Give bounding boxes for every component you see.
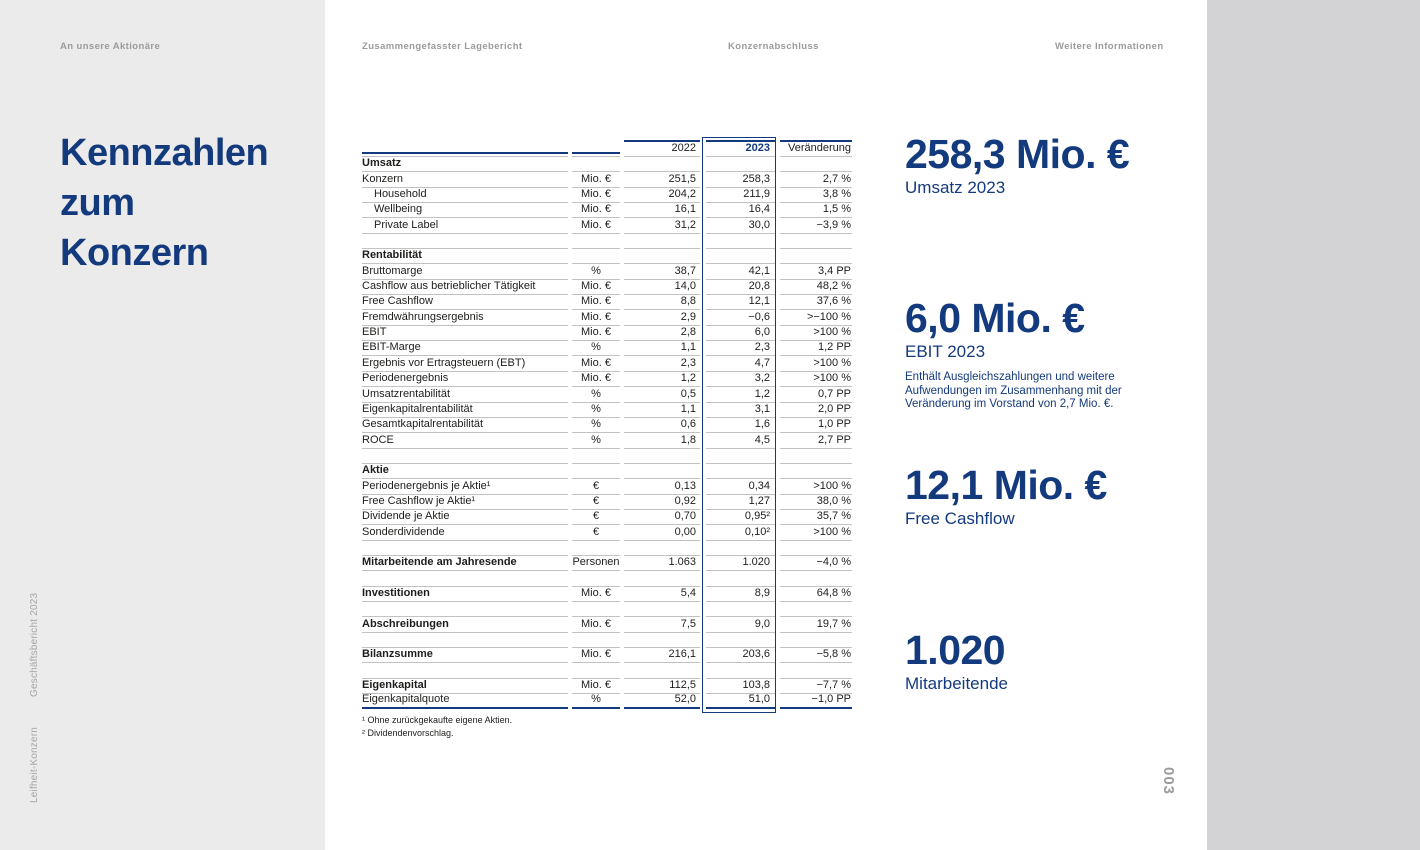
cell-y22: 38,7: [624, 265, 700, 280]
table-footnotes: [362, 714, 512, 739]
cell-chg: >100 %: [780, 526, 852, 541]
cell-chg: 35,7 %: [780, 510, 852, 525]
cell-lbl: Cashflow aus betrieblicher Tätigkeit: [362, 280, 568, 295]
cell-chg: >100 %: [780, 372, 852, 387]
cell-unit: Mio. €: [572, 587, 620, 602]
table-header-row: [362, 140, 852, 157]
page-number: 003: [1160, 767, 1177, 796]
cell-unit: Mio. €: [572, 648, 620, 663]
page-title-line: Kennzahlen: [60, 132, 269, 174]
cell-lbl: Free Cashflow: [362, 295, 568, 310]
cell-chg: 0,7 PP: [780, 388, 852, 403]
cell-unit: Mio. €: [572, 173, 620, 188]
cell-y23: −0,6: [706, 311, 775, 326]
nav-item-konzernabschluss[interactable]: Konzernabschluss: [728, 41, 819, 52]
highlight-ebit: [905, 297, 1157, 412]
cell-unit: Mio. €: [572, 203, 620, 218]
kpi-table: [362, 140, 852, 709]
cell-y22: 0,00: [624, 526, 700, 541]
table-row: [362, 403, 852, 418]
highlight-value: 6,0 Mio. €: [905, 295, 1085, 341]
cell-chg: 1,0 PP: [780, 418, 852, 433]
highlight-note: Enthält Ausgleichszahlungen und weitere Aufwendungen im Zusammenhang mit der Veränderung im Vorstand von 2,7 Mio. €.: [905, 371, 1122, 410]
cell-y23: 9,0: [706, 618, 775, 633]
table-row: [362, 464, 852, 479]
cell-y23: 6,0: [706, 326, 775, 341]
cell-unit: %: [572, 693, 620, 709]
table-row: [362, 663, 852, 678]
table-row: [362, 387, 852, 402]
table-row: [362, 587, 852, 602]
cell-lbl: Dividende je Aktie: [362, 510, 568, 525]
cell-unit: %: [572, 403, 620, 418]
table-row: [362, 356, 852, 371]
cell-unit: %: [572, 434, 620, 449]
cell-chg: 19,7 %: [780, 618, 852, 633]
cell-y23: 3,2: [706, 372, 775, 387]
footnote-1: ¹ Ohne zurückgekaufte eigene Aktien.: [362, 715, 513, 725]
cell-y22: 2,8: [624, 326, 700, 341]
cell-chg: 3,8 %: [780, 188, 852, 203]
table-row: [362, 449, 852, 464]
cell-unit: Personen: [572, 556, 620, 571]
cell-y23: 42,1: [706, 265, 775, 280]
header-empty: [362, 152, 568, 157]
table-row: [362, 541, 852, 556]
cell-y23: 258,3: [706, 173, 775, 188]
cell-y23: 16,4: [706, 203, 775, 218]
table-rows: [362, 157, 852, 709]
cell-unit: Mio. €: [572, 219, 620, 234]
cell-lbl: Bilanzsumme: [362, 648, 568, 663]
cell-y22: 1.063: [624, 556, 700, 571]
cell-y23: 20,8: [706, 280, 775, 295]
cell-unit: [572, 246, 620, 249]
cell-chg: 3,4 PP: [780, 265, 852, 280]
cell-lbl: Eigenkapitalrentabilität: [362, 403, 568, 418]
cell-chg: −5,8 %: [780, 648, 852, 663]
cell-y23: 1,6: [706, 418, 775, 433]
table-row: [362, 310, 852, 325]
cell-lbl: ROCE: [362, 434, 568, 449]
cell-y23: 30,0: [706, 219, 775, 234]
cell-chg: [780, 246, 852, 249]
cell-chg: [780, 461, 852, 464]
cell-y22: 112,5: [624, 679, 700, 694]
cell-y23: 103,8: [706, 679, 775, 694]
cell-y22: 0,92: [624, 495, 700, 510]
cell-y23: 0,10²: [706, 526, 775, 541]
cell-y23: 211,9: [706, 188, 775, 203]
table-row: [362, 249, 852, 264]
header-veraenderung: Veränderung: [780, 140, 852, 157]
table-row: [362, 341, 852, 356]
cell-unit: €: [572, 526, 620, 541]
cell-lbl: Eigenkapitalquote: [362, 693, 568, 709]
cell-y22: 5,4: [624, 587, 700, 602]
footnote-2: ² Dividendenvorschlag.: [362, 727, 454, 738]
cell-y22: 1,1: [624, 403, 700, 418]
cell-y23: 0,95²: [706, 510, 775, 525]
highlight-umsatz: [905, 133, 1129, 198]
header-2022: 2022: [624, 140, 700, 157]
cell-chg: >100 %: [780, 326, 852, 341]
table-row: [362, 264, 852, 279]
cell-chg: >100 %: [780, 480, 852, 495]
cell-chg: −4,0 %: [780, 556, 852, 571]
cell-unit: Mio. €: [572, 357, 620, 372]
cell-lbl: EBIT: [362, 326, 568, 341]
cell-chg: 2,7 %: [780, 173, 852, 188]
cell-y22: 31,2: [624, 219, 700, 234]
cell-y23: 1,27: [706, 495, 775, 510]
cell-unit: Mio. €: [572, 280, 620, 295]
cell-y22: 2,9: [624, 311, 700, 326]
cell-unit: Mio. €: [572, 188, 620, 203]
cell-chg: >100 %: [780, 357, 852, 372]
cell-unit: Mio. €: [572, 295, 620, 310]
table-row: [362, 218, 852, 233]
table-row: [362, 234, 852, 249]
vertical-label-geschaeftsbericht: Geschäftsbericht 2023: [29, 592, 40, 697]
cell-lbl: Periodenergebnis je Aktie¹: [362, 480, 568, 495]
cell-chg: 2,7 PP: [780, 434, 852, 449]
highlight-label: Free Cashflow: [905, 509, 1015, 528]
cell-chg: 37,6 %: [780, 295, 852, 310]
table-row: [362, 157, 852, 172]
table-row: [362, 479, 852, 494]
cell-chg: 64,8 %: [780, 587, 852, 602]
cell-y23: 4,7: [706, 357, 775, 372]
cell-lbl: Abschreibungen: [362, 618, 568, 633]
cell-unit: Mio. €: [572, 618, 620, 633]
table-row: [362, 372, 852, 387]
cell-lbl: Private Label: [362, 219, 568, 234]
cell-lbl: Konzern: [362, 173, 568, 188]
cell-lbl: Umsatz: [362, 157, 568, 172]
page-title-line: zum: [60, 182, 135, 224]
highlight-label: EBIT 2023: [905, 342, 986, 361]
cell-lbl: Household: [362, 188, 568, 203]
cell-y22: [624, 246, 700, 249]
header-2023: 2023: [706, 140, 775, 157]
cell-unit: €: [572, 510, 620, 525]
vertical-label-leifheit-konzern: Leifheit-Konzern: [29, 726, 40, 803]
table-row: [362, 525, 852, 540]
table-row: [362, 617, 852, 632]
table-row: [362, 495, 852, 510]
nav-item-weitere-informationen[interactable]: Weitere Informationen: [1055, 41, 1164, 52]
cell-y22: 0,70: [624, 510, 700, 525]
cell-y23: [706, 461, 775, 464]
cell-y23: 12,1: [706, 295, 775, 310]
cell-lbl: Rentabilität: [362, 249, 568, 264]
cell-chg: >−100 %: [780, 311, 852, 326]
cell-y22: 1,1: [624, 341, 700, 356]
cell-lbl: Investitionen: [362, 587, 568, 602]
cell-y22: 0,6: [624, 418, 700, 433]
cell-y22: 8,8: [624, 295, 700, 310]
highlight-mitarbeitende: [905, 629, 1008, 694]
highlight-free-cashflow: [905, 464, 1107, 529]
cell-y22: 216,1: [624, 648, 700, 663]
cell-chg: −1,0 PP: [780, 693, 852, 709]
cell-y22: 1,2: [624, 372, 700, 387]
cell-y23: 51,0: [706, 693, 775, 709]
cell-lbl: Umsatzrentabilität: [362, 388, 568, 403]
table-row: [362, 679, 852, 694]
cell-y22: 251,5: [624, 173, 700, 188]
cell-unit: €: [572, 495, 620, 510]
highlight-value: 258,3 Mio. €: [905, 131, 1130, 177]
cell-y23: 2,3: [706, 341, 775, 356]
highlight-value: 12,1 Mio. €: [905, 462, 1107, 508]
table-row: [362, 633, 852, 648]
cell-lbl: Sonderdividende: [362, 526, 568, 541]
cell-y22: 1,8: [624, 434, 700, 449]
highlight-label: Umsatz 2023: [905, 178, 1006, 197]
highlight-value: 1.020: [905, 627, 1006, 673]
cell-lbl: Aktie: [362, 464, 568, 479]
cell-lbl: Eigenkapital: [362, 679, 568, 694]
table-row: [362, 188, 852, 203]
cell-y23: 0,34: [706, 480, 775, 495]
cell-y23: 3,1: [706, 403, 775, 418]
cell-chg: −3,9 %: [780, 219, 852, 234]
cell-y22: 2,3: [624, 357, 700, 372]
cell-y22: [624, 461, 700, 464]
cell-y22: 14,0: [624, 280, 700, 295]
cell-chg: 2,0 PP: [780, 403, 852, 418]
cell-y22: 204,2: [624, 188, 700, 203]
cell-y23: 4,5: [706, 434, 775, 449]
cell-y23: 1,2: [706, 388, 775, 403]
cell-chg: 48,2 %: [780, 280, 852, 295]
table-row: [362, 510, 852, 525]
cell-lbl: Mitarbeitende am Jahresende: [362, 556, 568, 571]
table-row: [362, 571, 852, 586]
cell-unit: %: [572, 341, 620, 356]
cell-unit: Mio. €: [572, 679, 620, 694]
cell-lbl: Free Cashflow je Aktie¹: [362, 495, 568, 510]
cell-unit: €: [572, 480, 620, 495]
cell-lbl: Bruttomarge: [362, 265, 568, 280]
table-row: [362, 694, 852, 709]
cell-unit: %: [572, 388, 620, 403]
cell-lbl: Gesamtkapitalrentabilität: [362, 418, 568, 433]
cell-y23: 8,9: [706, 587, 775, 602]
cell-chg: 1,5 %: [780, 203, 852, 218]
right-gray-margin: [1207, 0, 1420, 850]
cell-y23: [706, 246, 775, 249]
cell-y22: 0,13: [624, 480, 700, 495]
cell-y22: 16,1: [624, 203, 700, 218]
nav-item-zusammengefasster-lagebericht[interactable]: Zusammengefasster Lagebericht: [362, 41, 523, 52]
table-row: [362, 648, 852, 663]
cell-y23: 203,6: [706, 648, 775, 663]
cell-chg: 38,0 %: [780, 495, 852, 510]
cell-lbl: EBIT-Marge: [362, 341, 568, 356]
table-row: [362, 203, 852, 218]
table-row: [362, 172, 852, 187]
table-row: [362, 556, 852, 571]
header-unit: [572, 152, 620, 157]
cell-lbl: Periodenergebnis: [362, 372, 568, 387]
nav-item-an-unsere-aktionaere[interactable]: An unsere Aktionäre: [60, 41, 161, 52]
cell-y22: 0,5: [624, 388, 700, 403]
cell-unit: Mio. €: [572, 311, 620, 326]
cell-lbl: Ergebnis vor Ertragsteuern (EBT): [362, 357, 568, 372]
page-title-line: Konzern: [60, 232, 209, 274]
table-row: [362, 326, 852, 341]
cell-unit: Mio. €: [572, 372, 620, 387]
page-title: [60, 128, 268, 278]
table-row: [362, 433, 852, 448]
table-row: [362, 280, 852, 295]
highlight-label: Mitarbeitende: [905, 674, 1009, 693]
cell-lbl: Wellbeing: [362, 203, 568, 218]
cell-y22: 7,5: [624, 618, 700, 633]
cell-y22: 52,0: [624, 693, 700, 709]
cell-chg: 1,2 PP: [780, 341, 852, 356]
table-row: [362, 295, 852, 310]
cell-chg: −7,7 %: [780, 679, 852, 694]
cell-y23: 1.020: [706, 556, 775, 571]
cell-lbl: Fremdwährungsergebnis: [362, 311, 568, 326]
cell-unit: %: [572, 418, 620, 433]
cell-unit: [572, 461, 620, 464]
cell-unit: %: [572, 265, 620, 280]
table-row: [362, 418, 852, 433]
table-row: [362, 602, 852, 617]
cell-unit: Mio. €: [572, 326, 620, 341]
